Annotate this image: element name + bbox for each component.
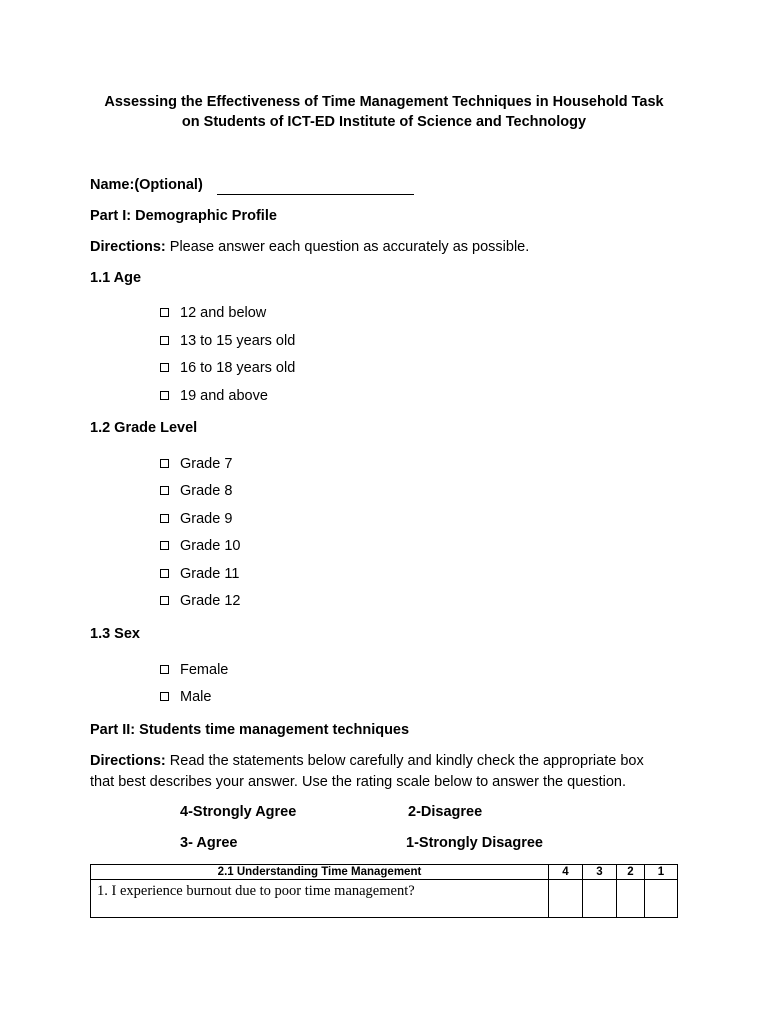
age-question-label: 1.1 Age (90, 270, 142, 286)
rating-table (90, 864, 678, 918)
table-row (91, 880, 678, 918)
grade-question-label: 1.2 Grade Level (90, 420, 198, 436)
checkbox-icon[interactable] (160, 336, 169, 345)
age-option[interactable] (160, 387, 268, 405)
scale-strongly-agree: 4-Strongly Agree (180, 804, 297, 820)
age-option-label: 13 to 15 years old (180, 333, 296, 349)
scale-agree: 3- Agree (180, 835, 238, 851)
checkbox-icon[interactable] (160, 363, 169, 372)
directions-text: Read the statements below carefully and kindly check the appropriate box (165, 753, 644, 769)
grade-option[interactable] (160, 510, 232, 528)
age-option[interactable] (160, 332, 295, 350)
sex-option[interactable] (160, 688, 211, 706)
grade-option-label: Grade 10 (180, 538, 241, 554)
sex-option-label: Male (180, 689, 212, 705)
rating-cell-3[interactable] (583, 880, 617, 918)
directions-text: Please answer each question as accurately as possible. (165, 239, 530, 255)
checkbox-icon[interactable] (160, 459, 169, 468)
checkbox-icon[interactable] (160, 692, 169, 701)
grade-option-label: Grade 11 (180, 566, 240, 582)
age-option-label: 12 and below (180, 305, 267, 321)
grade-option[interactable] (160, 565, 239, 583)
column-header-2: 2 (617, 865, 645, 880)
age-option[interactable] (160, 359, 295, 377)
table-header-row (91, 865, 678, 880)
checkbox-icon[interactable] (160, 308, 169, 317)
grade-option-label: Grade 12 (180, 593, 241, 609)
grade-option-label: Grade 7 (180, 456, 233, 472)
directions-label: Directions: (90, 239, 166, 255)
checkbox-icon[interactable] (160, 569, 169, 578)
column-header-1: 1 (645, 865, 678, 880)
part1-directions (90, 238, 529, 256)
rating-cell-4[interactable] (549, 880, 583, 918)
grade-option[interactable] (160, 537, 240, 555)
document-title-line-2: on Students of ICT-ED Institute of Science and Technology (181, 114, 587, 130)
scale-strongly-disagree: 1-Strongly Disagree (406, 835, 543, 851)
part1-heading: Part I: Demographic Profile (90, 208, 277, 224)
sex-question-label: 1.3 Sex (90, 626, 140, 642)
statement-cell: 1. I experience burnout due to poor time management? (91, 880, 549, 918)
sex-option[interactable] (160, 661, 228, 679)
name-input-line[interactable] (217, 194, 414, 195)
sex-option-label: Female (180, 662, 229, 678)
directions-label: Directions: (90, 753, 166, 769)
checkbox-icon[interactable] (160, 391, 169, 400)
column-header-4: 4 (549, 865, 583, 880)
age-option-label: 16 to 18 years old (180, 360, 296, 376)
rating-cell-2[interactable] (617, 880, 645, 918)
grade-option-label: Grade 9 (180, 511, 233, 527)
grade-option-label: Grade 8 (180, 483, 233, 499)
checkbox-icon[interactable] (160, 541, 169, 550)
scale-disagree: 2-Disagree (408, 804, 483, 820)
checkbox-icon[interactable] (160, 665, 169, 674)
grade-option[interactable] (160, 592, 240, 610)
rating-cell-1[interactable] (645, 880, 678, 918)
document-title-line-1: Assessing the Effectiveness of Time Management Techniques in Household Task (104, 94, 664, 110)
part2-directions-line-1 (90, 752, 644, 770)
name-label: Name:(Optional) (90, 177, 203, 193)
part2-heading: Part II: Students time management techniques (90, 722, 410, 738)
section-header: 2.1 Understanding Time Management (91, 865, 549, 880)
checkbox-icon[interactable] (160, 486, 169, 495)
checkbox-icon[interactable] (160, 596, 169, 605)
grade-option[interactable] (160, 482, 232, 500)
grade-option[interactable] (160, 455, 232, 473)
part2-directions-line-2: that best describes your answer. Use the rating scale below to answer the question. (90, 774, 626, 790)
age-option[interactable] (160, 304, 266, 322)
checkbox-icon[interactable] (160, 514, 169, 523)
age-option-label: 19 and above (180, 388, 268, 404)
column-header-3: 3 (583, 865, 617, 880)
